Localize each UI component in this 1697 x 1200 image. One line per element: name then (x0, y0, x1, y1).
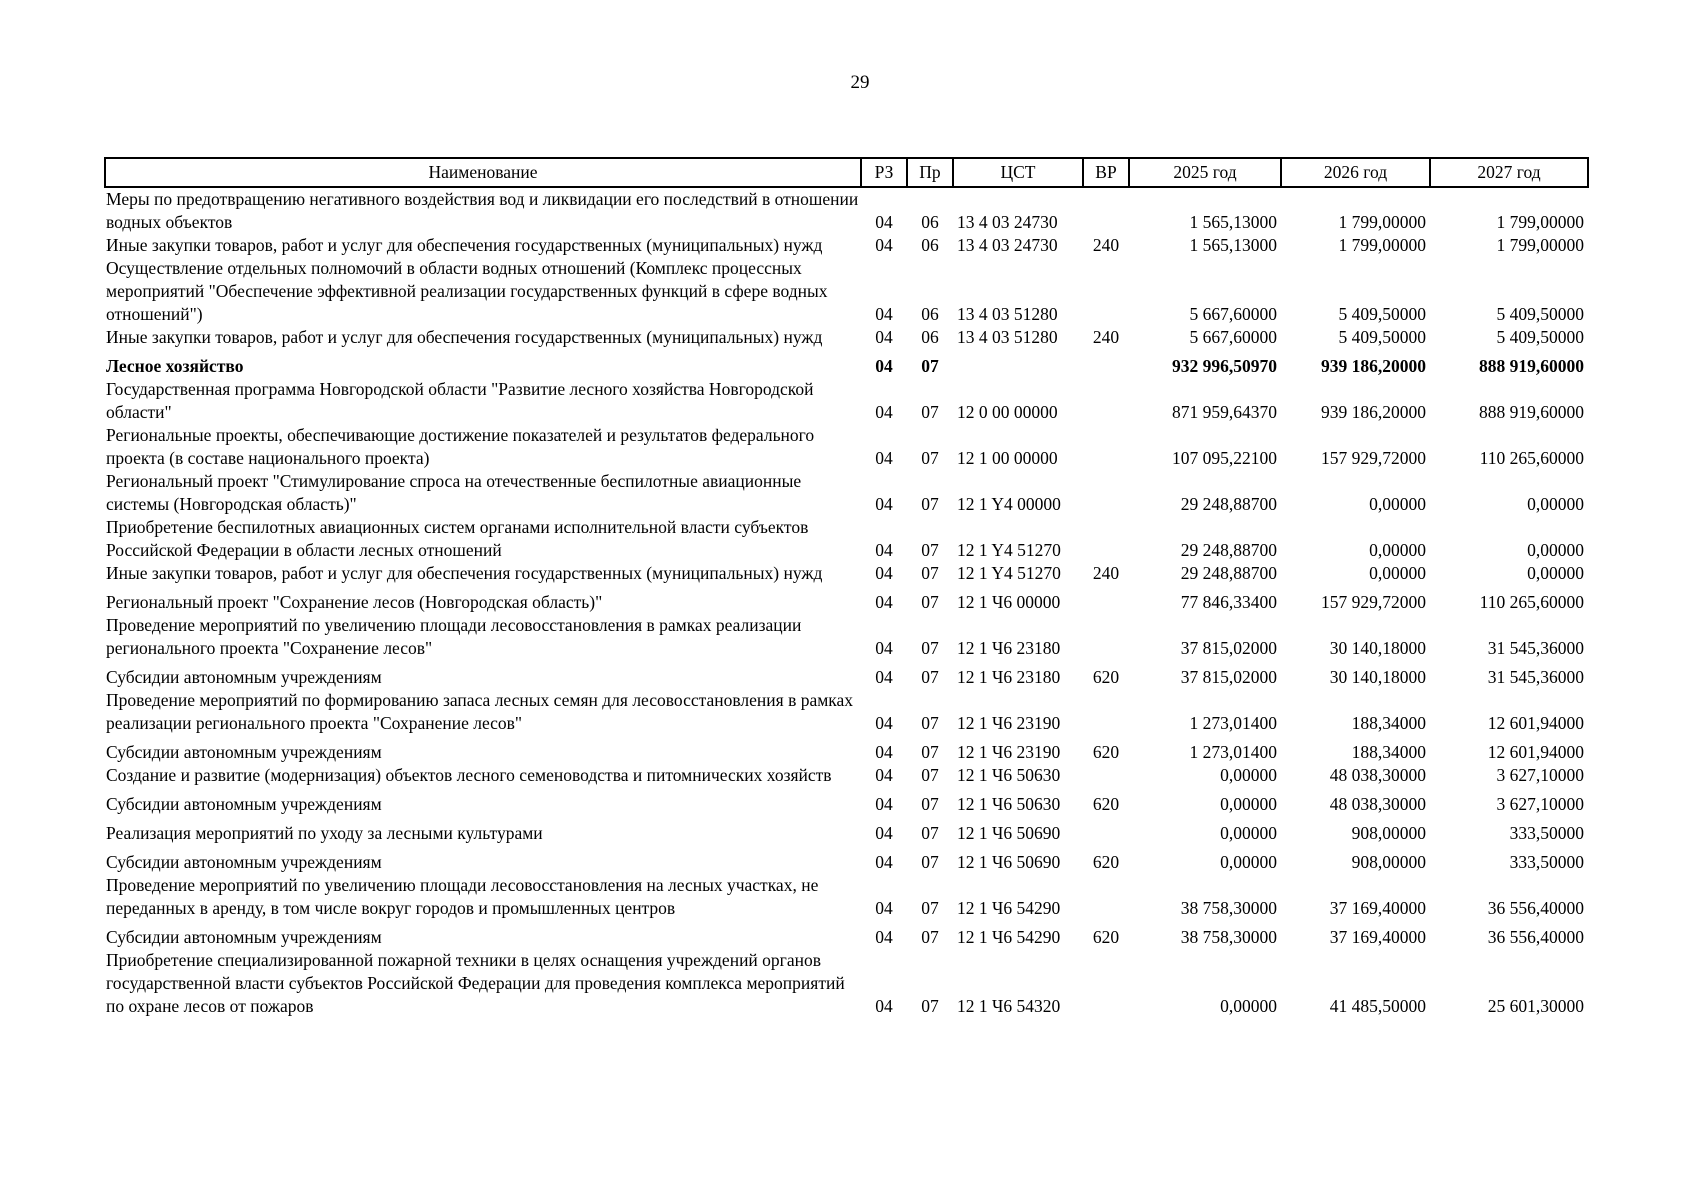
row-2025: 77 846,33400 (1180, 592, 1277, 612)
row-2026: 37 169,40000 (1329, 927, 1426, 947)
row-pr: 07 (921, 794, 939, 814)
row-cst: 12 1 Y4 51270 (957, 563, 1061, 583)
row-name: Создание и развитие (модернизация) объектов лесного семеноводства и питомнических хозяйств (106, 765, 832, 785)
row-2025: 1 565,13000 (1189, 235, 1277, 255)
row-name: Субсидии автономным учреждениям (106, 927, 382, 947)
row-2025: 37 815,02000 (1180, 638, 1277, 658)
row-2025: 1 273,01400 (1189, 713, 1277, 733)
row-cst: 12 0 00 00000 (957, 402, 1058, 422)
row-2026: 41 485,50000 (1329, 996, 1426, 1016)
row-vr (1083, 614, 1129, 660)
row-2027: 36 556,40000 (1487, 898, 1584, 918)
row-vr: 620 (1092, 927, 1120, 947)
row-vr: 240 (1092, 235, 1120, 255)
row-name: Меры по предотвращению негативного воздействия вод и ликвидации его последствий в отношении водных объектов (106, 189, 859, 232)
row-rz: 04 (875, 540, 893, 560)
row-name: Проведение мероприятий по формированию запаса лесных семян для лесовосстановления в рамках реализации регионального проекта "Сохранение лесов" (106, 690, 854, 733)
row-name: Региональный проект "Стимулирование спроса на отечественные беспилотные авиационные системы (Новгородская область)" (106, 471, 802, 514)
row-2026: 48 038,30000 (1329, 765, 1426, 785)
row-2026: 48 038,30000 (1329, 794, 1426, 814)
row-2027: 888 919,60000 (1479, 356, 1584, 376)
row-2027: 31 545,36000 (1487, 638, 1584, 658)
row-rz: 04 (875, 713, 893, 733)
row-pr: 07 (921, 713, 939, 733)
row-name: Государственная программа Новгородской области "Развитие лесного хозяйства Новгородской области" (106, 379, 814, 422)
header-name: Наименование (105, 158, 861, 187)
row-rz: 04 (875, 235, 893, 255)
row-2026: 5 409,50000 (1338, 304, 1426, 324)
row-2025: 0,00000 (1220, 852, 1277, 872)
header-cst: ЦСТ (953, 158, 1083, 187)
row-2026: 5 409,50000 (1338, 327, 1426, 347)
row-rz: 04 (875, 563, 893, 583)
header-rz: РЗ (861, 158, 907, 187)
row-pr: 07 (921, 852, 939, 872)
row-rz: 04 (875, 927, 893, 947)
row-name: Региональные проекты, обеспечивающие достижение показателей и результатов федерального проекта (в составе национального проекта) (106, 425, 815, 468)
row-pr: 07 (921, 667, 939, 687)
row-cst: 12 1 Ч6 50630 (957, 794, 1061, 814)
row-vr (1083, 874, 1129, 920)
row-rz: 04 (875, 356, 893, 376)
row-cst: 12 1 Ч6 00000 (957, 592, 1061, 612)
table-row (105, 516, 1588, 562)
row-name: Реализация мероприятий по уходу за лесными культурами (106, 823, 543, 843)
row-2027: 333,50000 (1509, 852, 1584, 872)
row-vr (1083, 516, 1129, 562)
row-cst: 13 4 03 51280 (957, 304, 1058, 324)
row-2025: 871 959,64370 (1172, 402, 1277, 422)
row-vr (1083, 689, 1129, 735)
row-pr: 06 (921, 327, 939, 347)
row-2026: 0,00000 (1369, 563, 1426, 583)
row-2026: 37 169,40000 (1329, 898, 1426, 918)
table-row (105, 378, 1588, 424)
row-name: Субсидии автономным учреждениям (106, 742, 382, 762)
table-row (105, 424, 1588, 470)
table-row (105, 470, 1588, 516)
row-name: Иные закупки товаров, работ и услуг для обеспечения государственных (муниципальных) нужд (106, 327, 823, 347)
row-name: Субсидии автономным учреждениям (106, 667, 382, 687)
row-2027: 0,00000 (1527, 563, 1584, 583)
row-pr: 07 (921, 540, 939, 560)
row-vr: 240 (1092, 327, 1120, 347)
row-rz: 04 (875, 898, 893, 918)
row-vr (1083, 585, 1129, 614)
row-pr: 07 (921, 742, 939, 762)
row-2026: 939 186,20000 (1321, 402, 1426, 422)
row-pr: 07 (921, 448, 939, 468)
row-vr: 620 (1092, 794, 1120, 814)
row-2025: 1 565,13000 (1189, 212, 1277, 232)
row-rz: 04 (875, 742, 893, 762)
header-pr: Пр (907, 158, 953, 187)
row-2027: 36 556,40000 (1487, 927, 1584, 947)
row-name: Приобретение специализированной пожарной техники в целях оснащения учреждений органов государственной власти субъектов Российской Федерации для проведения комплекса мероприятий по охране лесов от пожаров (106, 950, 845, 1016)
table-row (105, 187, 1588, 234)
row-vr (1083, 764, 1129, 787)
row-vr: 620 (1092, 667, 1120, 687)
row-vr (1083, 949, 1129, 1018)
row-2025: 38 758,30000 (1180, 927, 1277, 947)
row-rz: 04 (875, 996, 893, 1016)
row-vr (1083, 816, 1129, 845)
row-2025: 0,00000 (1220, 996, 1277, 1016)
table-row (105, 257, 1588, 326)
row-pr: 07 (921, 563, 939, 583)
row-cst: 12 1 Ч6 23180 (957, 667, 1061, 687)
row-vr: 620 (1092, 852, 1120, 872)
row-2027: 110 265,60000 (1479, 448, 1584, 468)
page-number: 29 (850, 72, 870, 93)
table-row (105, 326, 1588, 349)
row-vr (1083, 257, 1129, 326)
row-rz: 04 (875, 852, 893, 872)
row-name: Осуществление отдельных полномочий в области водных отношений (Комплекс процессных мероприятий "Обеспечение эффективной реализации государственных функций в сфере водных отношений") (106, 258, 828, 324)
row-pr: 07 (921, 765, 939, 785)
row-pr: 07 (921, 494, 939, 514)
table-row (105, 234, 1588, 257)
header-vr: ВР (1083, 158, 1129, 187)
row-2026: 30 140,18000 (1329, 667, 1426, 687)
row-name: Иные закупки товаров, работ и услуг для обеспечения государственных (муниципальных) нужд (106, 563, 823, 583)
table-row (105, 689, 1588, 735)
row-2026: 0,00000 (1369, 494, 1426, 514)
row-pr: 07 (921, 823, 939, 843)
budget-table (104, 157, 1589, 1018)
row-2025: 0,00000 (1220, 823, 1277, 843)
row-vr (1083, 187, 1129, 234)
row-name: Иные закупки товаров, работ и услуг для обеспечения государственных (муниципальных) нужд (106, 235, 823, 255)
header-2025: 2025 год (1129, 158, 1281, 187)
row-vr: 240 (1092, 563, 1120, 583)
table-row (105, 735, 1588, 764)
row-cst: 12 1 Ч6 54290 (957, 927, 1061, 947)
row-pr: 07 (921, 592, 939, 612)
header-2026: 2026 год (1281, 158, 1430, 187)
row-cst: 12 1 Y4 51270 (957, 540, 1061, 560)
row-cst: 12 1 Ч6 54290 (957, 898, 1061, 918)
row-2025: 0,00000 (1220, 794, 1277, 814)
table-row (105, 816, 1588, 845)
table-row (105, 660, 1588, 689)
row-cst: 13 4 03 24730 (957, 212, 1058, 232)
row-pr: 06 (921, 212, 939, 232)
row-rz: 04 (875, 327, 893, 347)
row-2026: 30 140,18000 (1329, 638, 1426, 658)
row-cst: 12 1 Ч6 23180 (957, 638, 1061, 658)
row-2025: 107 095,22100 (1172, 448, 1277, 468)
row-2026: 157 929,72000 (1321, 592, 1426, 612)
row-pr: 06 (921, 304, 939, 324)
row-2025: 29 248,88700 (1180, 540, 1277, 560)
table-row (105, 562, 1588, 585)
row-rz: 04 (875, 592, 893, 612)
header-2027: 2027 год (1430, 158, 1588, 187)
row-rz: 04 (875, 638, 893, 658)
row-2026: 908,00000 (1351, 823, 1426, 843)
row-name: Лесное хозяйство (106, 356, 244, 376)
row-cst: 12 1 Ч6 50630 (957, 765, 1061, 785)
row-name: Субсидии автономным учреждениям (106, 794, 382, 814)
row-2025: 5 667,60000 (1189, 327, 1277, 347)
row-pr: 07 (921, 927, 939, 947)
row-2026: 1 799,00000 (1338, 235, 1426, 255)
row-2027: 12 601,94000 (1487, 713, 1584, 733)
row-2025: 932 996,50970 (1172, 356, 1277, 376)
row-vr (1083, 424, 1129, 470)
row-cst: 12 1 Y4 00000 (957, 494, 1061, 514)
row-cst: 12 1 Ч6 54320 (957, 996, 1061, 1016)
row-rz: 04 (875, 794, 893, 814)
table-row (105, 585, 1588, 614)
row-2025: 37 815,02000 (1180, 667, 1277, 687)
row-rz: 04 (875, 494, 893, 514)
row-2026: 908,00000 (1351, 852, 1426, 872)
row-name: Проведение мероприятий по увеличению площади лесовосстановления на лесных участках, не переданных в аренду, в том числе вокруг городов и промышленных центров (106, 875, 819, 918)
table-row (105, 949, 1588, 1018)
row-2025: 0,00000 (1220, 765, 1277, 785)
table-row (105, 764, 1588, 787)
row-name: Субсидии автономным учреждениям (106, 852, 382, 872)
row-2026: 188,34000 (1351, 742, 1426, 762)
row-2027: 0,00000 (1527, 540, 1584, 560)
row-pr: 07 (921, 898, 939, 918)
row-2025: 29 248,88700 (1180, 563, 1277, 583)
row-cst (953, 349, 1083, 378)
row-rz: 04 (875, 212, 893, 232)
row-rz: 04 (875, 402, 893, 422)
row-vr (1083, 470, 1129, 516)
header-row (105, 158, 1588, 187)
row-2025: 1 273,01400 (1189, 742, 1277, 762)
row-rz: 04 (875, 448, 893, 468)
row-vr: 620 (1092, 742, 1120, 762)
row-2027: 5 409,50000 (1496, 327, 1584, 347)
row-2027: 12 601,94000 (1487, 742, 1584, 762)
table-row (105, 349, 1588, 378)
row-2025: 38 758,30000 (1180, 898, 1277, 918)
row-vr (1083, 378, 1129, 424)
row-2027: 888 919,60000 (1479, 402, 1584, 422)
table-row (105, 614, 1588, 660)
row-2026: 157 929,72000 (1321, 448, 1426, 468)
table-row (105, 845, 1588, 874)
row-2027: 25 601,30000 (1487, 996, 1584, 1016)
table-row (105, 874, 1588, 920)
row-rz: 04 (875, 823, 893, 843)
row-cst: 13 4 03 51280 (957, 327, 1058, 347)
row-2025: 29 248,88700 (1180, 494, 1277, 514)
row-rz: 04 (875, 667, 893, 687)
row-2025: 5 667,60000 (1189, 304, 1277, 324)
table-row (105, 787, 1588, 816)
row-2026: 188,34000 (1351, 713, 1426, 733)
row-pr: 07 (921, 638, 939, 658)
row-2027: 110 265,60000 (1479, 592, 1584, 612)
table-row (105, 920, 1588, 949)
row-2026: 0,00000 (1369, 540, 1426, 560)
row-cst: 13 4 03 24730 (957, 235, 1058, 255)
row-2027: 0,00000 (1527, 494, 1584, 514)
row-cst: 12 1 00 00000 (957, 448, 1058, 468)
row-2027: 333,50000 (1509, 823, 1584, 843)
row-name: Региональный проект "Сохранение лесов (Новгородская область)" (106, 592, 603, 612)
row-2026: 939 186,20000 (1321, 356, 1426, 376)
row-cst: 12 1 Ч6 23190 (957, 713, 1061, 733)
row-cst: 12 1 Ч6 50690 (957, 823, 1061, 843)
row-name: Проведение мероприятий по увеличению площади лесовосстановления в рамках реализации регионального проекта "Сохранение лесов" (106, 615, 802, 658)
row-pr: 07 (921, 996, 939, 1016)
row-2027: 5 409,50000 (1496, 304, 1584, 324)
row-cst: 12 1 Ч6 23190 (957, 742, 1061, 762)
row-pr: 07 (921, 402, 939, 422)
row-rz: 04 (875, 304, 893, 324)
row-cst: 12 1 Ч6 50690 (957, 852, 1061, 872)
row-2026: 1 799,00000 (1338, 212, 1426, 232)
row-pr: 06 (921, 235, 939, 255)
row-2027: 1 799,00000 (1496, 235, 1584, 255)
row-2027: 31 545,36000 (1487, 667, 1584, 687)
row-rz: 04 (875, 765, 893, 785)
row-name: Приобретение беспилотных авиационных систем органами исполнительной власти субъектов Российской Федерации в области лесных отношений (106, 517, 809, 560)
row-vr (1083, 349, 1129, 378)
row-2027: 1 799,00000 (1496, 212, 1584, 232)
row-2027: 3 627,10000 (1496, 765, 1584, 785)
row-pr: 07 (921, 356, 939, 376)
row-2027: 3 627,10000 (1496, 794, 1584, 814)
